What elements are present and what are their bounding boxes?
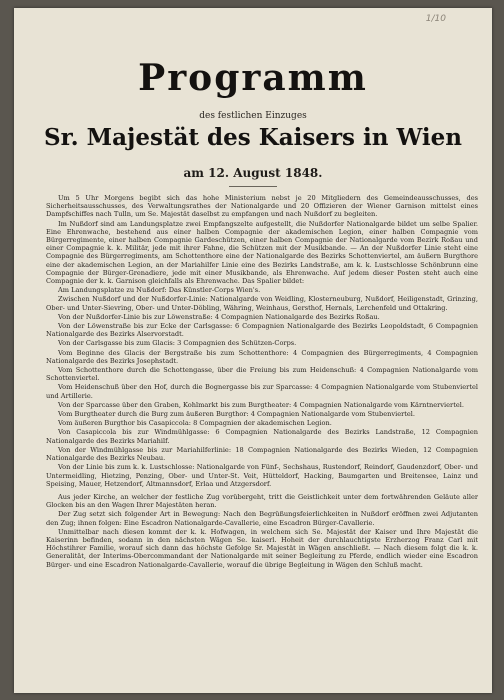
paragraph: Von der Nußdorfer-Linie bis zur Löwenstraße: 4 Compagnien Nationalgarde des Bezirks Roßau. <box>58 312 380 321</box>
document-title: Programm <box>138 57 368 99</box>
document-date: am 12. August 1848. <box>183 166 323 180</box>
paragraph: Von Casapiccola bis zur Windmühlgasse: 6 Compagnien Nationalgarde des Bezirks Landstraße, 12 Compagnien Nationalgarde des Bezirks Mariahilf. <box>46 428 478 445</box>
pencil-note: 1/10 <box>425 14 446 24</box>
paragraph: Von der Sparcasse über den Graben, Kohlmarkt bis zum Burgtheater: 4 Compagnien Nationalgarde vom Kärntnerviertel. <box>58 400 464 409</box>
paragraph: Vom Burgtheater durch die Burg zum äußeren Burgthor: 4 Compagnien Nationalgarde vom Stubenviertel. <box>58 410 416 419</box>
paragraph: Zwischen Nußdorf und der Nußdorfer-Linie: Nationalgarde von Weidling, Klosterneuburg, Nußdorf, Heiligenstadt, Grinzing, Ober- und Unter-Sievring, Ober- und Unter-Döbling, Währing, Weinhaus, Gersthof, Hernals, Lerchenfeld und Ottakring. <box>46 295 478 312</box>
paragraph: Der Zug setzt sich folgender Art in Bewegung: Nach den Begrüßungsfeierlichkeiten in Nußdorf eröffnen zwei Adjutanten den Zug; ihnen folgen: Eine Escadron Nationalgarde-Cavallerie, eine Escadron Bürger-Cavallerie. <box>46 510 478 527</box>
paragraph: Am Landungsplatze zu Nußdorf: Das Künstler-Corps Wien's. <box>58 286 261 295</box>
paragraph: Um 5 Uhr Morgens begibt sich das hohe Ministerium nebst je 20 Mitgliedern des Gemeindeausschusses, des Sicherheitsausschusses, des Verwaltungsrathes der Nationalgarde und 20 Offizieren der Wiener Garnison mittelst eines Dampfschiffes nach Tulln, um Se. Majestät daselbst zu empfangen und nach Nußdorf zu begleiten. <box>46 194 478 219</box>
document-page <box>14 8 492 693</box>
paragraph: Vom Schottenthore durch die Schottengasse, über die Freiung bis zum Heidenschuß: 4 Compagnien Nationalgarde vom Schottenviertel. <box>46 366 478 383</box>
paragraph: Vom Beginne des Glacis der Bergstraße bis zum Schottenthore: 4 Compagnien des Bürgerregiments, 4 Compagnien Nationalgarde des Bezirks Josephstadt. <box>46 348 478 365</box>
paragraph: Aus jeder Kirche, an welcher der festliche Zug vorübergeht, tritt die Geistlichkeit unter dem fortwährenden Geläute aller Glocken bis an den Wagen Ihrer Majestäten heran. <box>46 492 478 510</box>
divider <box>229 186 277 187</box>
paragraph: Vom Heidenschuß über den Hof, durch die Bognergasse bis zur Sparcasse: 4 Compagnien Nationalgarde vom Stubenviertel und Artillerie. <box>46 383 478 400</box>
document-body <box>46 194 478 570</box>
paragraph: Von der Windmühlgasse bis zur Mariahilferlinie: 18 Compagnien Nationalgarde des Bezirks Wieden, 12 Compagnien Nationalgarde des Bezirks Neubau. <box>46 445 478 463</box>
paragraph: Von der Carlsgasse bis zum Glacis: 3 Compagnien des Schützen-Corps. <box>58 339 297 348</box>
paragraph: Von der Linie bis zum k. k. Lustschlosse: Nationalgarde von Fünf-, Sechshaus, Rustendorf, Reindorf, Gaudenzdorf, Ober- und Untermeidling, Hietzing, Penzing, Ober- und Unter-St. Veit, Hütteldorf, Hacking, Baumgarten und Breitensee, Lainz und Speising, Mauer, Hetzendorf, Altmannsdorf, Erlaa und Atzgersdorf. <box>46 463 478 488</box>
paragraph: Von der Löwenstraße bis zur Ecke der Carlsgasse: 6 Compagnien Nationalgarde des Bezirks Leopoldstadt, 6 Compagnien Nationalgarde des Bezirks Alservorstadt. <box>46 322 478 339</box>
document-subtitle: des festlichen Einzuges <box>199 111 307 121</box>
paragraph: Vom äußeren Burgthor bis Casapiccola: 8 Compagnien der akademischen Legion. <box>58 419 332 428</box>
paragraph: Unmittelbar nach diesen kommt der k. k. Hofwagen, in welchem sich Se. Majestät der Kaiser und Ihre Majestät die Kaiserinn befinden, sodann in den nächsten Wägen Se. kaiserl. Hoheit der durchlauchtigste Erzherzog Franz Carl mit Höchstihrer Familie, worauf sich dann das höchste Gefolge Sr. Majestät in Wägen anschließt. — Nach diesem folgt die k. k. Generalität, der Interims-Obercommandant der Nationalgarde mit seiner Begleitung zu Pferde, endlich wieder eine Escadron Bürger- und eine Escadron Nationalgarde-Cavallerie, worauf die übrige Begleitung in Wägen den Schluß macht. <box>46 527 478 569</box>
paragraph: Im Nußdorf sind am Landungsplatze zwei Empfangszelte aufgestellt, die Nußdorfer Nationalgarde bildet um selbe Spalier. Eine Ehrenwache, bestehend aus einer halben Compagnie der akademischen Legion, einer halben Compagnie vom Bürgerregimente, einer halben Compagnie Gardeschützen, einer halben Compagnie der Nationalgarde vom Bezirk Roßau und einer Compagnie k. k. Militär, jede mit ihrer Fahne, die Schützen mit der Musikbande. — An der Nußdorfer Linie steht eine Compagnie des Bürgerregiments, am Schottenthore eine der Nationalgarde des Bezirks Schottenviertel, am äußern Burgthore eine der akademischen Legion, an der Mariahilfer Linie eine des Bezirks Landstraße, am k. k. Lustschlosse Schönbrunn eine Compagnie der Bürger-Grenadiere, jede mit einer Musikbande, als Ehrenwache. Auf jedem dieser Posten steht auch eine Compagnie der k. k. Garnison gleichfalls als Ehrenwache. Das Spalier bildet: <box>46 219 478 286</box>
document-heading: Sr. Majestät des Kaisers in Wien <box>44 124 462 151</box>
